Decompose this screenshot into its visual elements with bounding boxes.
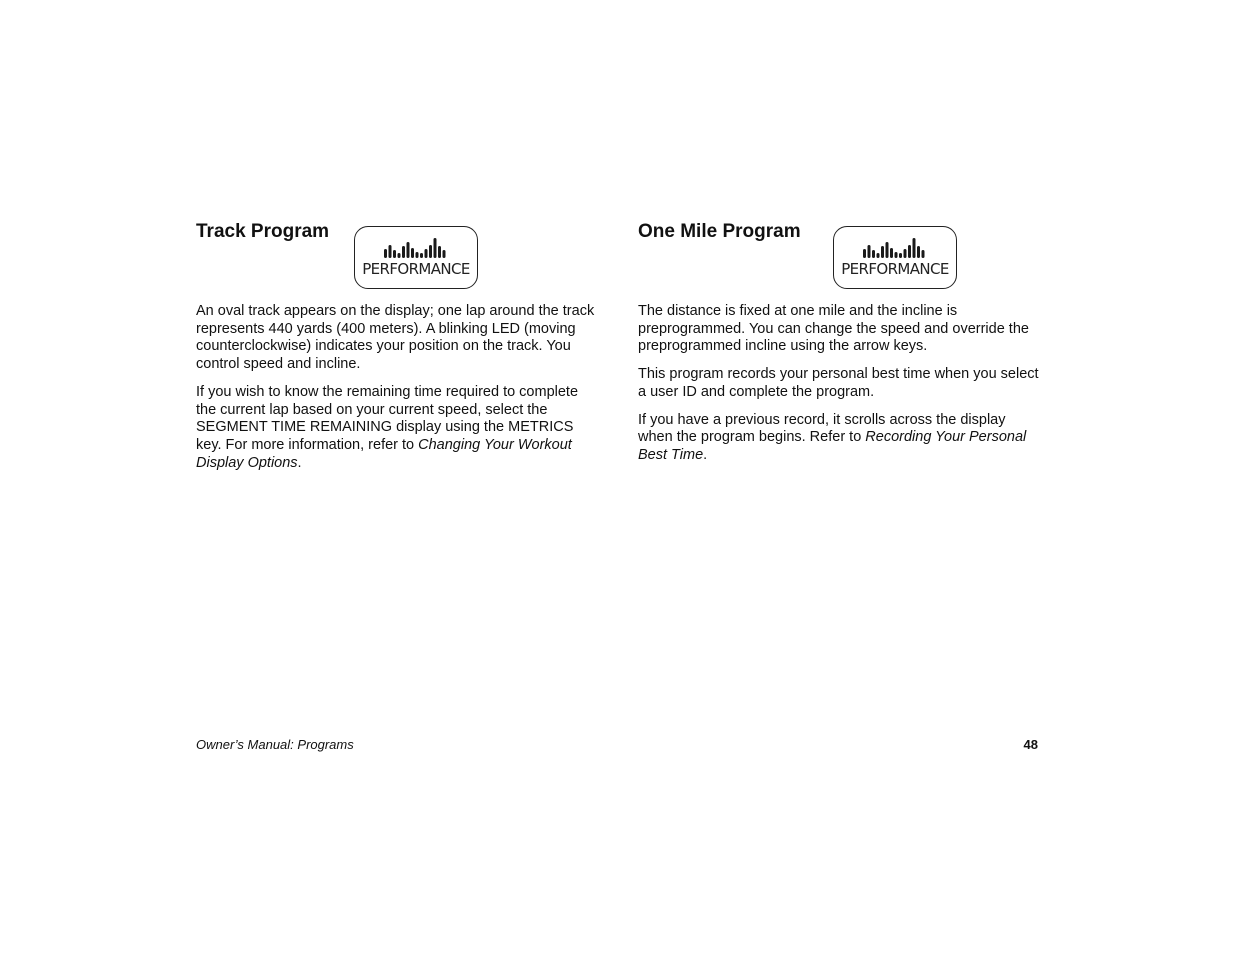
section-title: One Mile Program xyxy=(638,221,801,242)
performance-bar xyxy=(407,242,410,258)
performance-bar xyxy=(881,246,884,258)
section-title: Track Program xyxy=(196,221,330,242)
performance-bar xyxy=(443,250,446,258)
cross-reference: Recording Your Personal Best Time xyxy=(638,429,1027,463)
paragraph-text: The distance is fixed at one mile and the incline is preprogrammed. You can change the speed and override the preprogrammed incline using the arrow keys. xyxy=(638,303,1029,355)
page-number: 48 xyxy=(1023,737,1038,752)
performance-bars-icon xyxy=(384,237,450,259)
performance-bar xyxy=(393,250,396,258)
paragraph xyxy=(638,303,1040,356)
performance-bar xyxy=(429,245,432,258)
paragraph xyxy=(638,366,1040,401)
performance-bar xyxy=(402,246,405,258)
performance-bar xyxy=(886,242,889,258)
section-header xyxy=(196,218,596,296)
performance-bar xyxy=(904,249,907,258)
paragraph-text: If you wish to know the remaining time required to complete the current lap based on your current speed, select the SEGMENT TIME REMAINING display using the METRICS key. For more information, refer to xyxy=(196,383,579,453)
section-body xyxy=(638,303,1040,465)
paragraph-text: . xyxy=(703,446,708,463)
cross-reference: Changing Your Workout Display Options xyxy=(196,436,572,471)
paragraph xyxy=(196,303,596,374)
performance-bar xyxy=(438,246,441,258)
performance-bar xyxy=(411,248,414,258)
performance-bar xyxy=(389,245,392,258)
performance-bar xyxy=(420,253,423,258)
section-header xyxy=(638,218,1040,296)
performance-bar xyxy=(913,238,916,258)
performance-bar xyxy=(895,252,898,258)
performance-bar xyxy=(384,249,387,258)
performance-bar xyxy=(434,238,437,258)
badge-label: PERFORMANCE xyxy=(362,260,470,278)
paragraph-text: . xyxy=(297,454,302,471)
performance-badge xyxy=(354,226,478,289)
performance-bar xyxy=(899,253,902,258)
performance-bar xyxy=(917,246,920,258)
performance-bars-icon xyxy=(863,237,929,259)
one-mile-program-section xyxy=(638,218,1040,475)
performance-bar xyxy=(872,250,875,258)
paragraph-text: An oval track appears on the display; one lap around the track represents 440 yards (400 meters). A blinking LED (moving counterclockwise) indicates your position on the track. You control speed and incline. xyxy=(196,303,595,373)
badge-label: PERFORMANCE xyxy=(841,260,949,278)
performance-badge xyxy=(833,226,957,289)
performance-bar xyxy=(877,253,880,258)
paragraph-text: This program records your personal best time when you select a user ID and complete the program. xyxy=(638,366,1039,400)
performance-bar xyxy=(398,253,401,258)
paragraph xyxy=(638,412,1040,465)
performance-bar xyxy=(890,248,893,258)
performance-bar xyxy=(863,249,866,258)
section-body xyxy=(196,303,596,472)
paragraph xyxy=(196,384,596,473)
footer-title: Owner’s Manual: Programs xyxy=(196,737,354,752)
performance-bar xyxy=(922,250,925,258)
paragraph-text: If you have a previous record, it scrolls across the display when the program begins. Refer to xyxy=(638,411,1006,446)
performance-bar xyxy=(868,245,871,258)
track-program-section xyxy=(196,218,596,482)
performance-bar xyxy=(425,249,428,258)
performance-bar xyxy=(416,252,419,258)
performance-bar xyxy=(908,245,911,258)
